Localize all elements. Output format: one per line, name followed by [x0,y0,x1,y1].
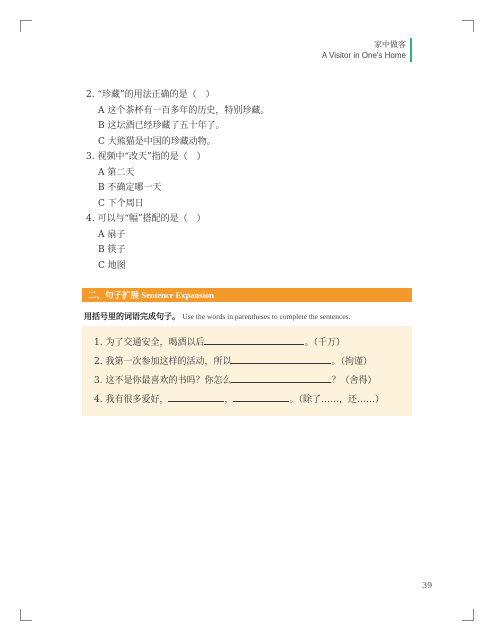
exercise-hint: 。（除了……，还……） [289,395,384,405]
question-option: B 这坛酒已经珍藏了五十年了。 [98,121,225,131]
answer-blank[interactable] [231,373,331,383]
header-accent-bar [410,38,412,62]
crop-mark [20,620,32,621]
exercise-box [82,326,412,416]
exercise-hint: 。（拘谨） [331,357,372,367]
running-header [322,39,406,61]
instruction-zh: 用括号里的词语完成句子。 [84,312,180,321]
section-heading [82,288,412,302]
exercise-item [94,391,412,410]
question-option: B 不确定哪一天 [98,183,162,193]
page-number: 39 [422,581,433,590]
question-option: B 筷子 [98,245,126,255]
section-heading-en: Sentence Expansion [141,290,214,300]
crop-mark [473,609,474,621]
question-option: C 大熊猫是中国的珍藏动物。 [98,136,216,147]
question-stem: 3. 视频中“改天”指的是（ ） [86,152,206,162]
crop-mark [20,20,32,21]
answer-blank[interactable] [233,392,289,402]
crop-mark [473,20,474,32]
question-stem: 2. “珍藏”的用法正确的是（ ） [86,90,215,100]
question-list [86,88,269,274]
exercise-text: 4. 我有很多爱好， [94,395,169,405]
exercise-item [94,334,412,353]
question-option: C 地图 [98,260,126,271]
answer-blank[interactable] [168,392,224,402]
question-option: A 扇子 [98,229,126,240]
question-option: A 这个茶杯有一百多年的历史，特别珍藏。 [98,105,270,116]
question-option: C 下个周日 [98,198,144,209]
exercise-text: 1. 为了交通安全，喝酒以后 [94,338,205,348]
answer-blank[interactable] [204,335,304,345]
question-option: A 第二天 [98,167,135,178]
exercise-item [94,372,412,391]
answer-blank[interactable] [231,354,331,364]
exercise-hint: ？（舍得） [331,376,377,386]
exercise-text: 2. 我第一次参加这样的活动，所以 [94,357,232,367]
section-heading-zh: 二、句子扩展 [88,290,140,300]
instruction [84,311,350,322]
exercise-item [94,353,412,372]
instruction-en: Use the words in parentheses to complete the sentences. [182,312,351,321]
crop-mark [20,609,21,621]
header-chinese-title: 家中做客 [374,40,406,49]
exercise-hint: 。（千万） [304,338,345,348]
question-stem: 4. 可以与“幅”搭配的是（ ） [86,214,206,224]
crop-mark [20,20,21,32]
header-english-title: A Visitor in One's Home [321,51,406,60]
exercise-text: 3. 这不是你最喜欢的书吗？你怎么 [94,376,232,386]
exercise-separator: ， [224,395,234,405]
